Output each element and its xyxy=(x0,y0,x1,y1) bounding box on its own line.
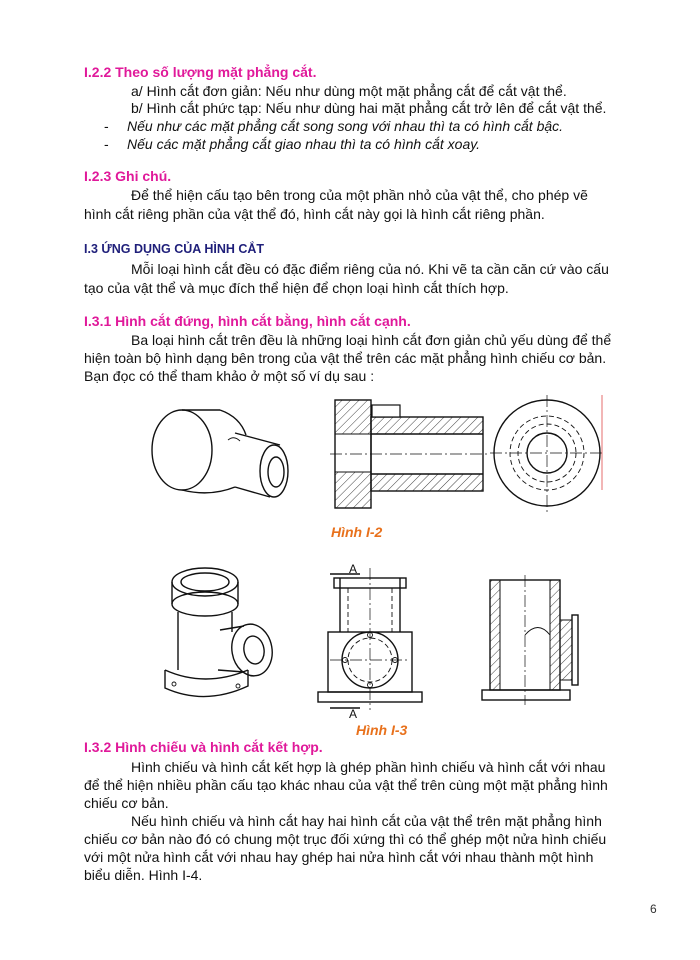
text-line: biểu diễn. Hình I-4. xyxy=(84,867,203,883)
text-line: Để thể hiện cấu tạo bên trong của một phần nhỏ của vật thể, cho phép vẽ xyxy=(131,187,588,203)
text-line: tạo của vật thể và mục đích thể hiện để chọn loại hình cắt thích hợp. xyxy=(84,280,509,296)
figure-3-isometric-drawing xyxy=(160,560,290,710)
text-line: với một nửa hình cắt với nhau hay ghép hai nửa hình cắt với nhau thành một hình xyxy=(84,849,594,865)
section-label-a-top: A xyxy=(349,562,358,576)
figure-2-front-section xyxy=(330,395,490,515)
figure-3-side-section xyxy=(480,575,590,710)
figure-3-front-view xyxy=(310,560,430,720)
heading-1-3-2: I.3.2 Hình chiếu và hình cắt kết hợp. xyxy=(84,739,323,755)
text-line: Nếu hình chiếu và hình cắt hay hai hình cắt của vật thể trên mặt phẳng hình xyxy=(131,813,602,829)
heading-1-3: I.3 ỨNG DỤNG CỦA HÌNH CẮT xyxy=(84,242,265,256)
text-line: Mỗi loại hình cắt đều có đặc điểm riêng của nó. Khi vẽ ta cần căn cứ vào cấu xyxy=(131,261,609,277)
page-number: 6 xyxy=(650,902,657,916)
text-line: a/ Hình cắt đơn giản: Nếu như dùng một mặt phẳng cắt để cắt vật thể. xyxy=(131,83,567,99)
text-line: b/ Hình cắt phức tạp: Nếu như dùng hai mặt phẳng cắt trở lên để cắt vật thể. xyxy=(131,100,607,116)
bullet-item: Nếu như các mặt phẳng cắt song song với nhau thì ta có hình cắt bậc. xyxy=(127,118,564,134)
bullet-dash: - xyxy=(104,118,109,134)
text-line: chiếu cơ bản. xyxy=(84,795,169,811)
text-line: Hình chiếu và hình cắt kết hợp là ghép phần hình chiếu và hình cắt với nhau xyxy=(131,759,606,775)
heading-1-2-2: I.2.2 Theo số lượng mặt phẳng cắt. xyxy=(84,64,317,80)
figure-2-caption: Hình I-2 xyxy=(331,524,383,540)
text-line: Bạn đọc có thể tham khảo ở một số ví dụ sau : xyxy=(84,368,375,384)
text-line: hình cắt riêng phần của vật thể đó, hình cắt này gọi là hình cắt riêng phần. xyxy=(84,206,545,222)
text-line: để thể hiện nhiều phần cấu tạo khác nhau của vật thể trên cùng một mặt phẳng hình xyxy=(84,777,608,793)
figure-3-caption: Hình I-3 xyxy=(356,722,408,738)
figure-2-side-view xyxy=(490,390,610,515)
text-line: hiện toàn bộ hình dạng bên trong của vật thể trên các mặt phẳng hình chiếu cơ bản. xyxy=(84,350,607,366)
section-label-a-bottom: A xyxy=(349,707,358,721)
heading-1-2-3: I.2.3 Ghi chú. xyxy=(84,168,172,184)
text-line: chiếu cơ bản nào đó có chung một trục đối xứng thì có thể ghép một nửa hình chiếu xyxy=(84,831,607,847)
bullet-item: Nếu các mặt phẳng cắt giao nhau thì ta có hình cắt xoay. xyxy=(127,136,481,152)
heading-1-3-1: I.3.1 Hình cắt đứng, hình cắt bằng, hình cắt cạnh. xyxy=(84,313,411,329)
figure-2-isometric-drawing xyxy=(140,405,300,515)
text-line: Ba loại hình cắt trên đều là những loại hình cắt đơn giản chủ yếu dùng để thể xyxy=(131,332,612,348)
bullet-dash: - xyxy=(104,136,109,152)
